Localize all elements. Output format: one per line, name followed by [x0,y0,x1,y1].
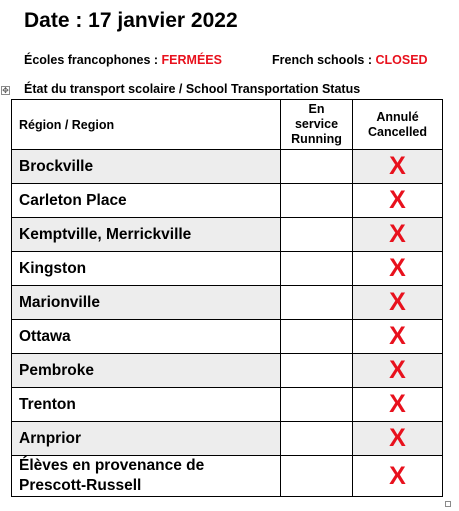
region-cell [12,252,281,286]
status-english [272,53,428,67]
running-cell [281,252,353,286]
region-name: Kemptville, Merrickville [19,225,192,243]
cancelled-x-icon: X [389,390,406,418]
region-name: Brockville [19,157,94,175]
cancelled-cell [353,252,443,286]
table-row [12,354,443,388]
region-name: Prescott-Russell [19,477,142,494]
cancelled-x-icon: X [389,152,406,180]
header-cancelled-line: Annulé [376,109,419,124]
cancelled-x-icon: X [389,220,406,248]
transport-status-table [11,99,443,497]
table-row [12,252,443,286]
region-cell [12,286,281,320]
running-cell [281,456,353,497]
cancelled-cell [353,456,443,497]
region-name: Pembroke [19,361,94,379]
cancelled-x-icon: X [389,322,406,350]
table-row [12,184,443,218]
table-row [12,456,443,497]
region-cell [12,150,281,184]
header-running-line: service [294,117,339,131]
cancelled-cell [353,422,443,456]
cancelled-cell [353,150,443,184]
header-running-line: En [308,102,325,116]
region-name: Marionville [19,293,100,311]
table-row [12,422,443,456]
cancelled-x-icon: X [389,254,406,282]
running-cell [281,354,353,388]
region-cell [12,184,281,218]
region-cell [12,456,281,497]
region-name: Carleton Place [19,191,127,209]
table-body [12,150,443,497]
cancelled-x-icon: X [389,356,406,384]
region-cell [12,422,281,456]
cancelled-x-icon: X [389,424,406,452]
table-header-row [12,100,443,150]
running-cell [281,150,353,184]
table-row [12,320,443,354]
table-resize-handle[interactable] [445,501,451,507]
status-fr-value: FERMÉES [161,53,222,67]
cancelled-cell [353,184,443,218]
region-name: Trenton [19,395,76,413]
table-row [12,218,443,252]
region-name: Ottawa [19,327,71,345]
status-en-label: French schools : [272,53,376,67]
running-cell [281,218,353,252]
cancelled-cell [353,388,443,422]
table-row [12,286,443,320]
document-title: Date : 17 janvier 2022 [24,9,238,32]
status-fr-label: Écoles francophones : [24,53,162,67]
running-cell [281,388,353,422]
region-name: Kingston [19,259,87,277]
running-cell [281,320,353,354]
running-cell [281,286,353,320]
status-en-value: CLOSED [375,53,428,67]
region-cell [12,388,281,422]
running-cell [281,422,353,456]
header-region: Région / Region [12,100,281,150]
table-row [12,150,443,184]
section-heading: État du transport scolaire / School Transportation Status [24,82,361,96]
cancelled-cell [353,286,443,320]
region-cell [12,218,281,252]
header-cancelled [353,100,443,150]
table-row [12,388,443,422]
cancelled-x-icon: X [389,461,406,490]
cancelled-x-icon: X [389,288,406,316]
cancelled-cell [353,320,443,354]
header-running-line: Running [291,132,342,146]
table-move-handle-icon[interactable]: ✥ [2,86,9,95]
region-name: Arnprior [19,429,81,447]
header-running [281,100,353,150]
cancelled-x-icon: X [389,186,406,214]
cancelled-cell [353,354,443,388]
region-cell [12,354,281,388]
region-cell [12,320,281,354]
header-cancelled-line: Cancelled [367,124,428,139]
region-name: Élèves en provenance de [19,457,205,474]
status-francophone [24,53,222,67]
running-cell [281,184,353,218]
cancelled-cell [353,218,443,252]
